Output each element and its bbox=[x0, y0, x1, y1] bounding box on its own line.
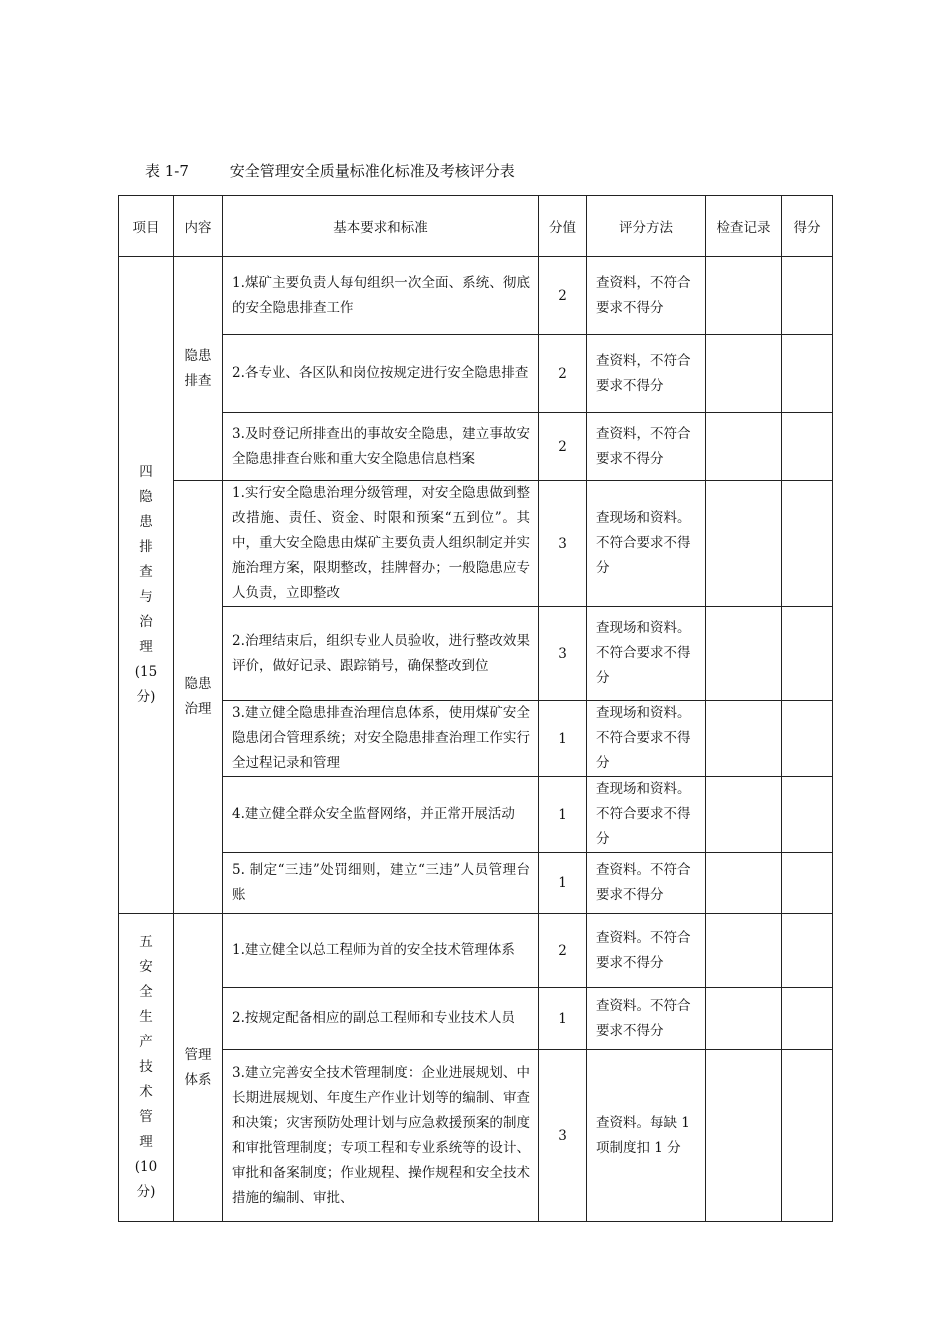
table-row bbox=[119, 481, 833, 607]
requirement-cell: 3.建立完善安全技术管理制度：企业进展规划、中长期进展规划、年度生产作业计划等的编制、审查和决策；灾害预防处理计划与应急救援预案的制度和审批管理制度；专项工程和专业系统等的设计、审批和备案制度；作业规程、操作规程和安全技术措施的编制、审批、 bbox=[223, 1050, 539, 1222]
score-cell: 2 bbox=[539, 335, 587, 413]
score-cell: 2 bbox=[539, 257, 587, 335]
table-row bbox=[119, 607, 833, 701]
method-cell: 查现场和资料。不符合要求不得分 bbox=[587, 777, 706, 853]
content-cell: 隐患 治理 bbox=[174, 481, 223, 914]
header-points: 得分 bbox=[782, 196, 833, 257]
header-requirement: 基本要求和标准 bbox=[223, 196, 539, 257]
record-cell bbox=[706, 914, 782, 988]
table-row bbox=[119, 988, 833, 1050]
method-cell: 查资料。不符合要求不得分 bbox=[587, 853, 706, 914]
method-cell: 查资料。每缺 1 项制度扣 1 分 bbox=[587, 1050, 706, 1222]
method-cell: 查资料，不符合要求不得分 bbox=[587, 257, 706, 335]
table-caption bbox=[145, 160, 515, 181]
table-row bbox=[119, 257, 833, 335]
record-cell bbox=[706, 481, 782, 607]
score-cell: 3 bbox=[539, 1050, 587, 1222]
method-cell: 查资料。不符合要求不得分 bbox=[587, 914, 706, 988]
record-cell bbox=[706, 988, 782, 1050]
method-cell: 查现场和资料。不符合要求不得分 bbox=[587, 607, 706, 701]
header-content: 内容 bbox=[174, 196, 223, 257]
table-number: 表 1-7 bbox=[145, 162, 189, 180]
method-cell: 查资料，不符合要求不得分 bbox=[587, 413, 706, 481]
record-cell bbox=[706, 1050, 782, 1222]
table-title: 安全管理安全质量标准化标准及考核评分表 bbox=[229, 162, 515, 180]
header-score: 分值 bbox=[539, 196, 587, 257]
project-cell: 四 隐 患 排 查 与 治 理 (15 分) bbox=[119, 257, 174, 914]
method-cell: 查现场和资料。不符合要求不得分 bbox=[587, 481, 706, 607]
record-cell bbox=[706, 335, 782, 413]
requirement-cell: 4.建立健全群众安全监督网络，并正常开展活动 bbox=[223, 777, 539, 853]
content-cell: 隐患 排查 bbox=[174, 257, 223, 481]
method-cell: 查现场和资料。不符合要求不得分 bbox=[587, 701, 706, 777]
method-cell: 查资料。不符合要求不得分 bbox=[587, 988, 706, 1050]
header-record: 检查记录 bbox=[706, 196, 782, 257]
record-cell bbox=[706, 853, 782, 914]
table-row bbox=[119, 413, 833, 481]
points-cell bbox=[782, 413, 833, 481]
table-row bbox=[119, 777, 833, 853]
score-cell: 2 bbox=[539, 413, 587, 481]
points-cell bbox=[782, 607, 833, 701]
points-cell bbox=[782, 481, 833, 607]
requirement-cell: 2.治理结束后，组织专业人员验收，进行整改效果评价，做好记录、跟踪销号，确保整改到位 bbox=[223, 607, 539, 701]
points-cell bbox=[782, 853, 833, 914]
points-cell bbox=[782, 777, 833, 853]
points-cell bbox=[782, 335, 833, 413]
record-cell bbox=[706, 607, 782, 701]
score-cell: 1 bbox=[539, 853, 587, 914]
record-cell bbox=[706, 413, 782, 481]
requirement-cell: 3.建立健全隐患排查治理信息体系，使用煤矿安全隐患闭合管理系统；对安全隐患排查治理工作实行全过程记录和管理 bbox=[223, 701, 539, 777]
score-cell: 3 bbox=[539, 607, 587, 701]
points-cell bbox=[782, 257, 833, 335]
requirement-cell: 1.煤矿主要负责人每旬组织一次全面、系统、彻底的安全隐患排查工作 bbox=[223, 257, 539, 335]
table-row bbox=[119, 914, 833, 988]
table-row bbox=[119, 701, 833, 777]
score-cell: 1 bbox=[539, 988, 587, 1050]
points-cell bbox=[782, 1050, 833, 1222]
record-cell bbox=[706, 257, 782, 335]
record-cell bbox=[706, 777, 782, 853]
header-row bbox=[119, 196, 833, 257]
requirement-cell: 1.建立健全以总工程师为首的安全技术管理体系 bbox=[223, 914, 539, 988]
score-cell: 1 bbox=[539, 777, 587, 853]
header-project: 项目 bbox=[119, 196, 174, 257]
table-row bbox=[119, 1050, 833, 1222]
score-cell: 1 bbox=[539, 701, 587, 777]
requirement-cell: 2.各专业、各区队和岗位按规定进行安全隐患排查 bbox=[223, 335, 539, 413]
scoring-table bbox=[118, 195, 833, 1222]
requirement-cell: 3.及时登记所排查出的事故安全隐患，建立事故安全隐患排查台账和重大安全隐患信息档案 bbox=[223, 413, 539, 481]
requirement-cell: 1.实行安全隐患治理分级管理，对安全隐患做到整改措施、责任、资金、时限和预案“五到位”。其中，重大安全隐患由煤矿主要负责人组织制定并实施治理方案，限期整改，挂牌督办；一般隐患应专人负责，立即整改 bbox=[223, 481, 539, 607]
points-cell bbox=[782, 914, 833, 988]
score-cell: 2 bbox=[539, 914, 587, 988]
record-cell bbox=[706, 701, 782, 777]
points-cell bbox=[782, 701, 833, 777]
header-method: 评分方法 bbox=[587, 196, 706, 257]
project-cell: 五 安 全 生 产 技 术 管 理 (10 分) bbox=[119, 914, 174, 1222]
score-cell: 3 bbox=[539, 481, 587, 607]
table-row bbox=[119, 335, 833, 413]
table-row bbox=[119, 853, 833, 914]
content-cell: 管理 体系 bbox=[174, 914, 223, 1222]
method-cell: 查资料，不符合要求不得分 bbox=[587, 335, 706, 413]
requirement-cell: 5. 制定“三违”处罚细则，建立“三违”人员管理台账 bbox=[223, 853, 539, 914]
points-cell bbox=[782, 988, 833, 1050]
requirement-cell: 2.按规定配备相应的副总工程师和专业技术人员 bbox=[223, 988, 539, 1050]
